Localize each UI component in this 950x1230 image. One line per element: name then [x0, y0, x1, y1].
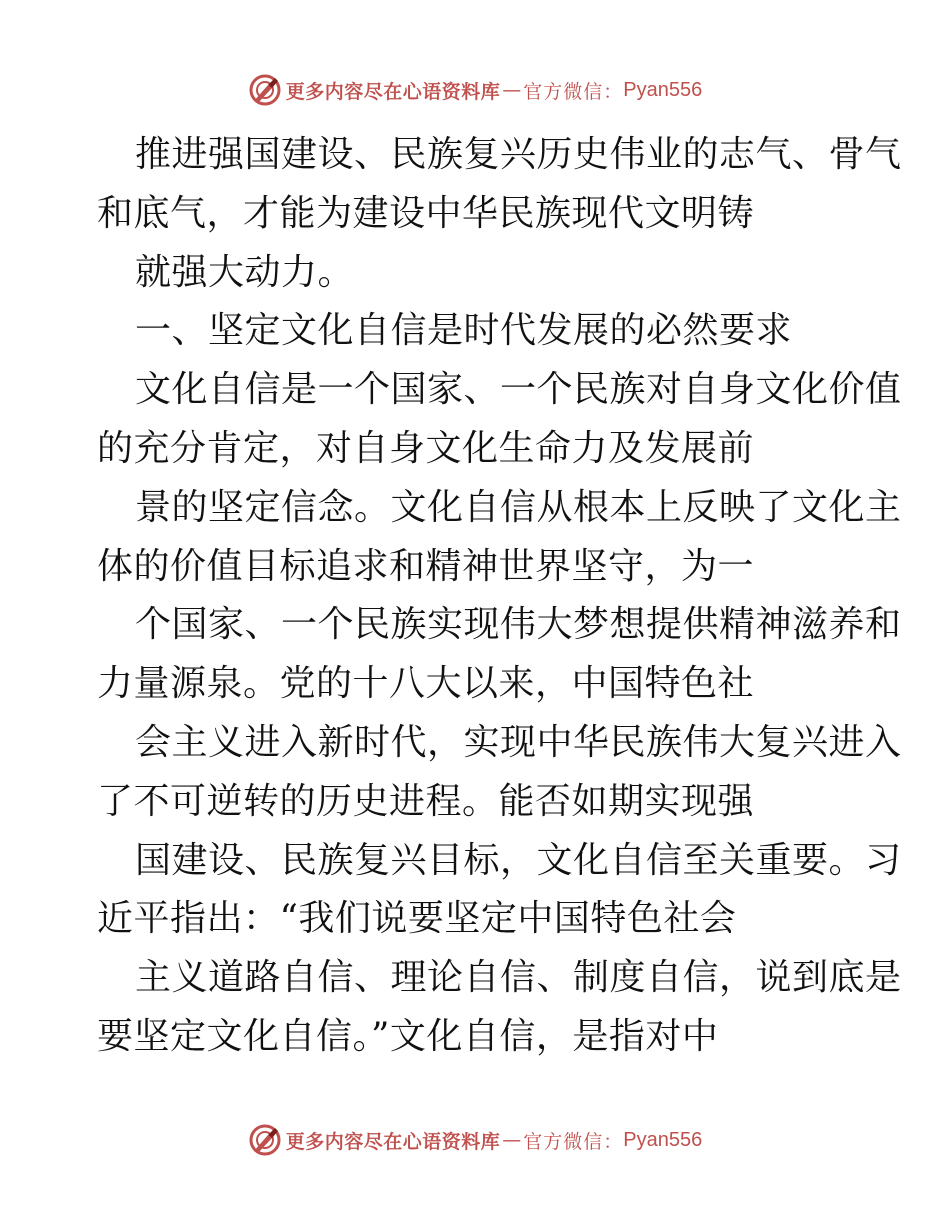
text-line: 近平指出：“我们说要坚定中国特色社会	[97, 898, 737, 940]
text-line: 要坚定文化自信。”文化自信，是指对中	[97, 1015, 719, 1057]
banner-dash: —	[502, 79, 522, 101]
text-line: 和底气，才能为建设中华民族现代文明铸	[97, 192, 755, 234]
footer-banner	[0, 1120, 950, 1160]
banner-wechat-id: Pyan556	[623, 1128, 703, 1151]
text-line: 了不可逆转的历史进程。能否如期实现强	[97, 780, 755, 822]
text-line: 景的坚定信念。文化自信从根本上反映了文化主	[135, 486, 902, 528]
banner-title: 更多内容尽在心语资料库	[285, 80, 501, 103]
text-line: 主义道路自信、理论自信、制度自信，说到底是	[135, 957, 902, 999]
text-line: 的充分肯定，对自身文化生命力及发展前	[97, 427, 755, 469]
text-line: 力量源泉。党的十八大以来，中国特色社	[97, 663, 755, 705]
banner-official-label: 官方微信：	[523, 80, 624, 103]
text-line: 会主义进入新时代，实现中华民族伟大复兴进入	[135, 721, 902, 763]
section-heading: 一、坚定文化自信是时代发展的必然要求	[135, 310, 793, 352]
text-line: 推进强国建设、民族复兴历史伟业的志气、骨气	[135, 134, 902, 175]
banner-dash: —	[502, 1129, 522, 1151]
text-line: 国建设、民族复兴目标，文化自信至关重要。习	[135, 839, 902, 881]
banner-official-label: 官方微信：	[523, 1130, 624, 1153]
text-line: 体的价值目标追求和精神世界坚守，为一	[97, 545, 755, 587]
text-line: 就强大动力。	[135, 251, 355, 293]
pen-circle-logo-icon	[248, 1123, 282, 1157]
body-text	[97, 126, 902, 1067]
pen-circle-logo-icon	[248, 73, 282, 107]
banner-title: 更多内容尽在心语资料库	[285, 1130, 501, 1153]
text-line: 文化自信是一个国家、一个民族对自身文化价值	[135, 369, 902, 411]
text-line: 个国家、一个民族实现伟大梦想提供精神滋养和	[135, 604, 902, 646]
header-banner	[0, 70, 950, 110]
banner-wechat-id: Pyan556	[623, 78, 703, 101]
